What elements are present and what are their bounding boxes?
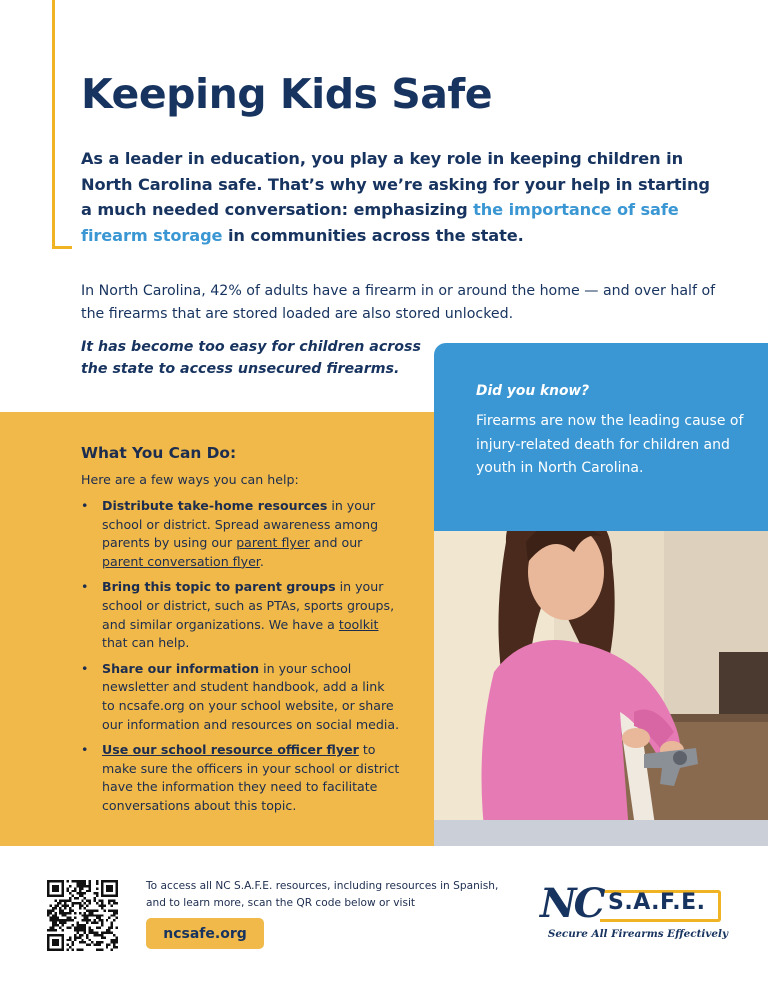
did-you-know-fact: Firearms are now the leading cause of injury-related death for children and youth in North Carolina. — [476, 413, 744, 476]
action-item-text: in your school newsletter and student handbook, add a link to ncsafe.org on your school website, or share our information and resources on social media. — [102, 660, 400, 732]
action-item-text: and our — [309, 535, 363, 551]
list-item — [81, 741, 401, 815]
action-item-bold: Share our information — [102, 660, 260, 676]
statistic-paragraph: In North Carolina, 42% of adults have a firearm in or around the home — and over half of the firearms that are stored loaded are also stored unlocked. — [81, 283, 716, 322]
what-you-can-do-heading: What You Can Do: — [81, 444, 237, 462]
action-item-text: in your school or district. Spread awareness among parents by using our — [102, 498, 379, 551]
action-item-text: to make sure the officers in your school or district have the information they need to facilitate conversations about this topic. — [102, 742, 400, 813]
ways-intro: Here are a few ways you can help: — [81, 472, 299, 487]
nc-safe-logo — [538, 882, 728, 944]
child-photo — [434, 502, 768, 846]
action-list — [81, 497, 401, 823]
toolkit-link[interactable]: toolkit — [338, 616, 379, 632]
intro-highlight: the importance of safe firearm storage — [81, 200, 679, 245]
intro-text-start: As a leader in education, you play a key role in keeping children in North Carolina safe. That’s why we’re asking for your help in starting a much needed conversation: emphasizing — [81, 149, 710, 219]
logo-nc: NC — [540, 880, 603, 927]
logo-tagline: Secure All Firearms Effectively — [547, 928, 728, 940]
list-item — [81, 578, 401, 652]
accent-line-bottom — [52, 246, 72, 249]
action-item-text: in your school or district, such as PTAs, sports groups, and similar organizations. We have a — [102, 579, 395, 632]
logo-safe: S.A.F.E. — [608, 890, 706, 915]
list-item — [81, 497, 401, 571]
warning-statement: It has become too easy for children across the state to access unsecured firearms. — [81, 339, 421, 377]
page-title: Keeping Kids Safe — [81, 70, 493, 118]
intro-paragraph — [81, 146, 721, 248]
action-item-bold: Distribute take-home resources — [102, 498, 328, 513]
school-resource-officer-flyer-link[interactable]: Use our school resource officer flyer — [102, 742, 359, 758]
footer-text: To access all NC S.A.F.E. resources, including resources in Spanish, and to learn more, scan the QR code below or visit — [146, 880, 499, 909]
did-you-know-heading: Did you know? — [476, 383, 590, 399]
parent-flyer-link[interactable]: parent flyer — [236, 535, 310, 551]
list-item — [81, 660, 401, 734]
action-item-text: that can help. — [102, 635, 190, 651]
did-you-know-box — [434, 343, 768, 531]
ncsafe-link-button[interactable]: ncsafe.org — [146, 918, 264, 949]
qr-code-icon[interactable] — [47, 880, 118, 955]
accent-line-top — [52, 0, 55, 248]
action-item-bold: Bring this topic to parent groups — [102, 579, 336, 595]
intro-text-end: in communities across the state. — [222, 225, 524, 245]
parent-conversation-flyer-link[interactable]: parent conversation flyer — [102, 553, 260, 569]
action-item-text: . — [259, 553, 264, 569]
